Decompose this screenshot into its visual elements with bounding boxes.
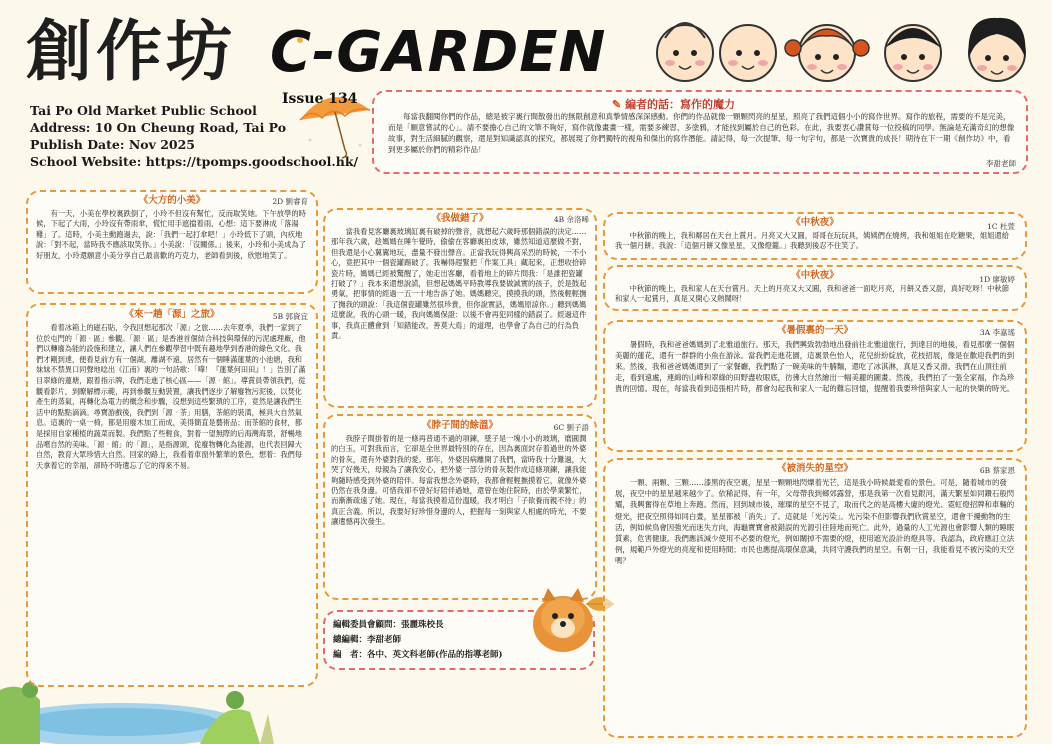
- article-body-6: 中秋節的晚上，我和家人在天台賞月。天上的月亮又大又圓，我和爸爸一面吃月亮，月餅又香又甜，真好吃呀！中秋節和家人一起賞月，真是又開心又熱鬧呀！: [615, 284, 1010, 304]
- cartoon-faces-illustration: [655, 8, 1045, 90]
- article-author-6: 1D 廖敏婷: [979, 275, 1015, 284]
- credits-advisor: 編輯委員會顧問：張麗珠校長: [333, 620, 444, 630]
- article-box-5: [603, 212, 1027, 260]
- article-title-3: 《我做錯了》: [431, 213, 489, 224]
- editorial-body: 每當我翻閱你們的作品，總是被字裏行間散發出的無限創意和真摯情感深深感動。你們的作品就像一顆顆閃亮的星星，照亮了我們這個小小的寫作世界。寫作的旅程，需要的不是完美，而是「願意嘗試的心」。請不要擔心自己的文筆不夠好，寫作就像畫畫一樣，需要多練習、多塗鴉，才能找到屬於自己的色彩。在此，我要衷心讚賞每一位投稿的同學。無論是充滿奇幻的想像故事，對生活細膩的觀察，還是對知識認真的探究，都展現了你們獨特的視角和傑出的寫作潛能。請記得，每一次提筆、每一句字句，都是一次寶貴的成長！期待在下一期《創作坊》中，看到更多屬於你們的精彩作品！: [388, 112, 1015, 154]
- article-title-8: 《被消失的星空》: [776, 463, 853, 474]
- article-author-8: 6B 蔡家恩: [979, 466, 1015, 475]
- article-body-2: 看着冰箱上的磁石貼，令我回想起那次「源」之旅……去年夏季，我們一家到了位於屯門的「源‧區」參觀。「源‧區」是香港首個結合科技與環保的污泥處理廠，他們以轉廢為能的設施和建立，讓人們在參觀學習中既有趣地學到香港的綠色文化。我們才剛到達，便看見前方有一個湖，離湖不遠，居然有一個睡滿蓮葉的小池塘，我和妹妹不禁異口同聲地唸出《江南》裏的一句詩歌：「嘩！『蓮葉何田田』！」告別了滿目翠綠的蓮塘，跟着指示牌，我們走進了核心區——「源‧館」。導賞員帶領我們，從觀看影片，到瞭解標示範，再到參觀互動裝置，讓我們逐步了解廢物污泥後，以焚化產生的蒸氣，再轉化為電力的概念和步驟，沒想到這些繁瑣的工序，竟然是讓我們生活中的點點滴滴。尋寶游戲後，我們到「源‧茶」用膳，茶館的裝潢，極具大自然氣息。這裏的一桌一椅，都是用廢木加工而成，美得簡直是藝術品；而茶館的食材，都是採用自家種植的蔬菜而製。我們點了些輕食，對着一望無際的后海灣海景，舒暢地品嚐自然的美味。「源‧館」的「源」，是指源頭，從廢物轉化為能源，也代表回歸大自然，教育大眾珍惜大自然。回家的路上，我看着車窗外繁華的景色，想着：我們每天拿着它的幸福，卻時不時遺忘了它的得來不易。: [36, 323, 306, 470]
- article-title-7: 《暑假裏的一天》: [776, 325, 853, 336]
- article-box-8: [603, 458, 1027, 738]
- dog-illustration: [528, 576, 598, 656]
- article-box-6: [603, 265, 1027, 311]
- article-title-2: 《來一趟「源」之旅》: [124, 309, 220, 320]
- article-body-8: 一顆、兩顆、三顆……漆黑的夜空裏，星星一顆顆地閃爍着光芒，這是我小時候最愛看的景色。可是，隨着城市的發展，夜空中的星星越來越少了。依稀記得，有一年，父母帶我到鄉郊露營，那是我第一次看見銀河，滿天繁星如同鑽石般閃耀，我興奮得在草地上奔跑。然而，回到城市後，璀璨的星空不見了，取而代之的是高樓大廈的燈光、霓虹燈招牌和車輛的燈光，把夜空照得如同白晝，星星都被「消失」了。這就是「光污染」。光污染不但影響我們欣賞星空，還會干擾動物的生活，例如候鳥會因強光而迷失方向，海龜寶寶會被錯誤的光源引往陸地而死亡。此外，過量的人工光源也會影響人類的睡眠質素，危害健康。我們應該減少使用不必要的燈光，例如關掉不需要的燈，使用遮光設計的燈具等。我認為，政府應訂立法例，規範戶外燈光的亮度和使用時間；市民也應提高環保意識，共同守護我們的星空。有朝一日，我能看見不被污染的天空嗎？: [615, 478, 1015, 566]
- article-author-1: 2D 劉睿育: [272, 197, 308, 206]
- article-title-1: 《大方的小美》: [138, 195, 206, 206]
- editorial-box: [372, 90, 1028, 174]
- editorial-title-text: 編者的話：寫作的魔力: [625, 98, 736, 111]
- boy-black-hair-face-icon: [885, 25, 941, 81]
- pond-illustration: [0, 682, 274, 744]
- article-author-5: 1C 杜萱: [987, 222, 1015, 231]
- bald-face-icon: [720, 25, 776, 81]
- boy-face-icon: [657, 23, 713, 81]
- article-body-5: 中秋節的晚上，我和鄰居在天台上賞月。月亮又大又圓，哥哥在玩玩具，姨姨們在燒烤，我和姐姐在吃糖果，姐姐還給我一個月餅。我說：「這個月餅又像星星，又像燈籠。」我聽到後忍不住笑了。: [615, 231, 1010, 251]
- masthead-english-title: C-GARDEN: [270, 20, 607, 85]
- publish-date: Publish Date: Nov 2025: [30, 137, 196, 152]
- credits-staff: 編 者：各中、英文科老師(作品的指導老師): [333, 650, 503, 660]
- article-author-4: 6C 劉子語: [553, 423, 589, 432]
- school-info: [30, 102, 360, 170]
- girl-face-icon: [785, 25, 869, 81]
- article-author-3: 4B 余洛晞: [553, 215, 589, 224]
- editorial-author: 李甜老師: [986, 159, 1016, 168]
- article-body-3: 當我看見客廳裏玻璃缸裏有破掉的聲音，就想起六歲時那個錯誤的決定……那年我六歲，趁媽媽在睡午覺時，偷偷在客廳裏拍皮球，雖然知道這麼做不對，但我還是小心翼翼地玩，盡量不發出聲音。正當我玩得興高采烈的時候，一不小心，竟把其中一個瓷罐踢破了。我嚇得趕緊把「作案工具」藏起來，正想收拾碎瓷片時，媽媽已經被驚醒了，她走出客廳，看着地上的碎片問我：「是誰把瓷罐打破了？」我本來還想說謊，但想起媽媽平時教導我要做誠實的孩子，於是鼓起勇氣，把事情的經過一五一十地告訴了她。媽媽聽完，摸摸我的頭，然後輕輕撫了撫我的頭說：「我這個瓷罐雖然很珍貴，但你說實話，媽媽原諒你。」聽到媽媽這麼說，我的心頭一暖，我向媽媽保證：以後不會再犯同樣的錯誤了。經過這件事，我真正體會到「知錯能改，善莫大焉」的道理，也學會了為自己的行為負責。: [331, 227, 587, 341]
- school-website-link[interactable]: School Website: https://tpomps.goodschool.hk/: [30, 154, 359, 169]
- article-title-6: 《中秋夜》: [791, 270, 839, 281]
- credits-editor: 總編輯：李甜老師: [333, 635, 402, 645]
- school-address: Address: 10 On Cheung Road, Tai Po: [30, 120, 287, 135]
- pencil-icon: ✎: [612, 98, 622, 111]
- article-body-1: 有一天，小美在學校裏跌倒了，小玲不但沒有幫忙，反而取笑她。下午放學的時候，下起了大雨，小玲沒有帶雨傘，慌忙用手遮擋着雨，心想：這下要淋成「落湯雞」了。這時，小美主動跑過去，說：「我們一起打傘吧！」小玲低下了頭，內疚地說：「對不起，當時我不應該取笑你。」小美說：「沒關係。」後來，小玲和小美成為了好朋友，小玲還願意小美分享自己最喜歡的巧克力，老師看到後，欣慰地笑了。: [36, 209, 306, 260]
- article-title-4: 《脖子間的餘溫》: [421, 420, 498, 431]
- girl-black-hair-face-icon: [969, 18, 1026, 81]
- article-author-7: 3A 李嘉瑤: [979, 328, 1015, 337]
- article-body-4: 我脖子間掛着的是一條再普通不過的項鍊，墜子是一塊小小的玻璃，磨圓潤的白玉，可對我而言，它卻是全世界最特別的存在，因為裏面封存着過世的外婆的骨灰，還有外婆對我的愛。那年，外婆因病離開了我們，當時我十分難過，大哭了好幾天，母親為了讓我安心，把外婆一部分的骨灰製作成這條項鍊，讓我能夠隨時感受到外婆的陪伴。每當我想念外婆時，我都會輕輕撫摸着它，就像外婆仍然在我身邊。可惜我卻不曾好好陪伴過她，還曾在她住院時，由於學業繁忙，而漸漸疏遠了她。現在，每當我摸着這份溫暖，我才明白「子欲養而親不待」的真正含義。所以，我要好好珍惜身邊的人，把握每一刻與家人相處的時光，不要讓遺憾再次發生。: [331, 434, 587, 527]
- article-box-4: [323, 414, 597, 600]
- article-author-2: 5B 郭資宜: [272, 312, 308, 321]
- masthead-chinese-title: 創作坊: [26, 13, 236, 90]
- article-title-5: 《中秋夜》: [791, 217, 839, 228]
- editorial-title: [612, 96, 735, 112]
- issue-number: Issue 134: [282, 91, 358, 107]
- article-box-7: [603, 320, 1027, 452]
- article-box-2: [26, 303, 318, 687]
- school-name: Tai Po Old Market Public School: [30, 103, 257, 118]
- article-body-7: 暑假時，我和爸爸媽媽到了北雅道旅行。那天，我們興致勃勃地出發前往北雅道旅行，到達目的地後，看見那麼一個個美麗的蓮花，還有一群群的小魚在游泳。當我們走進花園，這裏景色怡人，花兒紛紛綻放，花枝招展，像是在歡迎我們的到來。然後，我和爸爸媽媽還到了一家餐廳，我們點了一碗美味的牛腩麵，還吃了冰淇淋，真是又香又滑。我們在山頂往前走，看到遠處，連綿的山峰和翠綠的田野盡收眼底，彷彿大自然繪出一幅美麗的圖畫。然後，我們拍了一張全家福，作為珍貴的回憶。現在，每當我看到這張相片時，都會勾起我和家人一起的難忘回憶，提醒着我要珍惜與家人一起的快樂的時光。: [615, 340, 1015, 393]
- article-box-1: [26, 190, 318, 294]
- article-box-3: [323, 208, 597, 408]
